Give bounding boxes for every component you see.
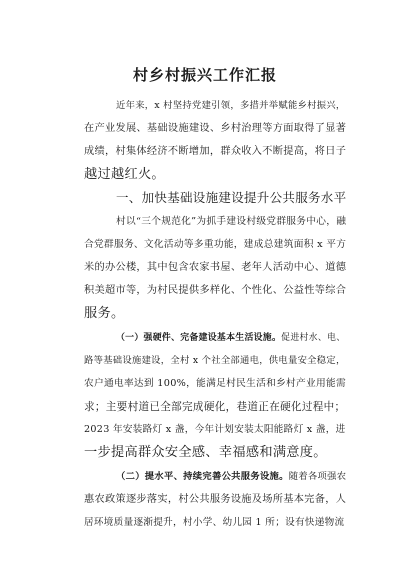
document-title: 村乡村振兴工作汇报: [132, 66, 277, 84]
sub2-line-2: 惠农政策逐步落实，村公共服务设施及场所基本完备，人: [84, 494, 347, 505]
sub1-line-2: 路等基础设施建设，全村 x 个社全部通电，供电量安全稳定，: [84, 355, 346, 366]
sub1-line-3: 农户通电率达到 100%，能满足村民生活和乡村产业用能需: [84, 378, 346, 389]
section1-line-4: 积美超市等，为村民提供多样化、个性化、公益性等综合: [84, 285, 347, 296]
subsection-2-first-line: [116, 469, 346, 485]
intro-line-1: 近年来，x 村坚持党建引领，多措并举赋能乡村振兴，: [116, 100, 346, 111]
section1-line-5: 服务。: [84, 306, 125, 321]
subsection-2-text: 随着各项强农: [288, 471, 347, 482]
subsection-2-heading: （二）提水平、持续完善公共服务设施。: [116, 471, 289, 482]
subsection-1-first-line: [116, 330, 345, 346]
sub1-line-4: 求；主要村道已全部完成硬化，巷道正在硬化过程中；: [84, 401, 346, 413]
section-heading-1: 一、加快基础设施建设提升公共服务水平: [116, 190, 347, 205]
sub1-line-6: 一步提高群众安全感、幸福感和满意度。: [84, 445, 327, 460]
sub1-line-5: 2023 年安装路灯 x 盏，今年计划安装太阳能路灯 x 盏，进: [84, 424, 346, 435]
subsection-1-text: 促进村水、电、: [281, 333, 346, 343]
sub2-line-3: 居环境质量逐渐提升，村小学、幼儿园 1 所；设有快递物流: [84, 517, 345, 528]
intro-line-2: 在产业发展、基础设施建设、乡村治理等方面取得了显著: [84, 123, 347, 134]
intro-line-4: 越过越红火。: [84, 167, 165, 182]
section1-line-1: 村以“三个规范化”为抓手建设村级党群服务中心，融: [116, 216, 347, 227]
section1-line-3: 米的办公楼，其中包含农家书屋、老年人活动中心、道德: [84, 262, 347, 273]
subsection-1-heading: （一）强硬件、完备建设基本生活设施。: [116, 333, 282, 343]
intro-line-3: 成绩，村集体经济不断增加，群众收入不断提高，将日子: [84, 146, 347, 157]
section1-line-2: 合党群服务、文化活动等多重功能，建成总建筑面积 x 平方: [84, 239, 347, 250]
